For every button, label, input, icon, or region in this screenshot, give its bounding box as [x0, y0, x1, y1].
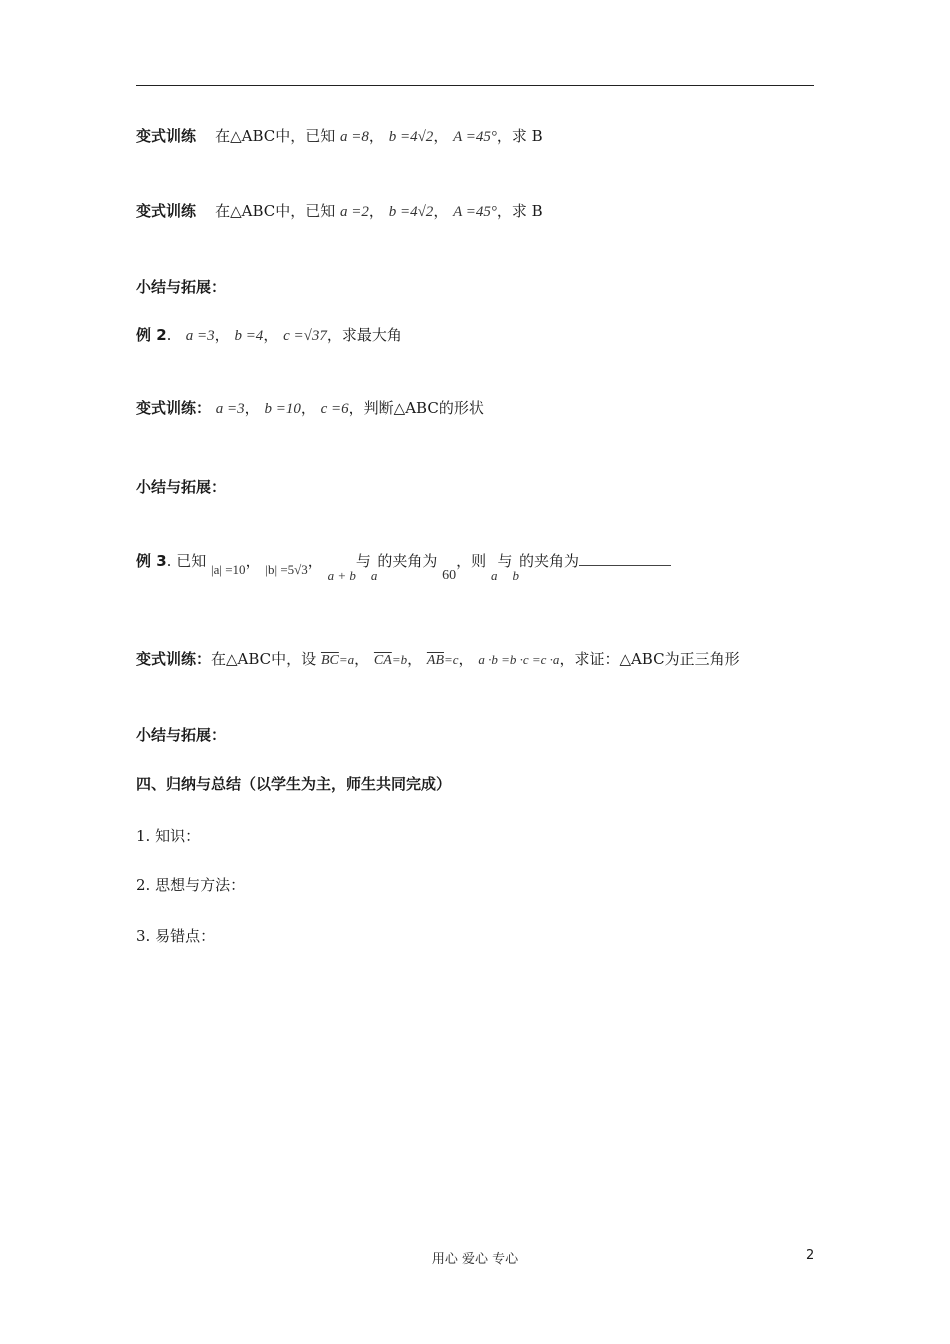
- list-item-methods: 2. 思想与方法：: [136, 876, 246, 894]
- example-2-line: [136, 324, 402, 347]
- math-angle-60: 60: [442, 568, 457, 583]
- math-b: b =4√2: [388, 204, 434, 220]
- summary-heading-1: 小结与拓展：: [136, 278, 227, 296]
- separator: ，: [368, 202, 384, 220]
- math-eq-c: =c: [444, 652, 459, 667]
- separator: .: [166, 326, 172, 344]
- example-question: ，求最大角: [326, 326, 402, 344]
- math-dot-products: a ·b =b ·c =c ·a: [478, 652, 560, 667]
- separator: ，: [458, 650, 474, 668]
- separator: ，: [300, 399, 316, 417]
- separator: ，: [244, 399, 260, 417]
- list-item-pitfalls: 3. 易错点：: [136, 927, 216, 945]
- math-angle: A =45°: [453, 204, 497, 220]
- exercise-question: ，判断△ABC的形状: [348, 399, 484, 417]
- math-a: a =3: [215, 401, 245, 417]
- separator: ，: [245, 552, 261, 570]
- math-b: b =10: [264, 401, 301, 417]
- footer-text: 用心 爱心 专心: [431, 1252, 519, 1267]
- exercise-text: 在△ABC中，已知: [215, 202, 336, 220]
- math-abs-a: |a| =10: [211, 562, 246, 577]
- exercise-label: 变式训练：: [136, 399, 212, 417]
- page-number: 2: [806, 1248, 815, 1263]
- summary-heading-2: 小结与拓展：: [136, 478, 227, 496]
- exercise-question: ，求证：△ABC为正三角形: [559, 650, 740, 668]
- exercise-line-1: [136, 125, 543, 148]
- example-text: . 已知: [166, 552, 207, 570]
- exercise-question: ，求 B: [496, 127, 543, 145]
- math-eq-a: =a: [338, 652, 355, 667]
- math-vec-a: a: [370, 568, 378, 583]
- separator: ，: [307, 552, 323, 570]
- exercise-text: 在△ABC中，设: [211, 650, 317, 668]
- text-then: ，则: [456, 552, 487, 570]
- math-abs-b: |b| =5√3: [265, 562, 308, 577]
- vec-bc: $\overline{BC}$: [320, 653, 339, 668]
- section-heading: 四、归纳与总结（以学生为主，师生共同完成）: [136, 775, 452, 793]
- math-b: b =4: [234, 328, 264, 344]
- separator: ，: [433, 127, 449, 145]
- text-angle-is-2: 的夹角为: [518, 552, 579, 570]
- exercise-line-2: [136, 200, 543, 223]
- separator: ，: [368, 127, 384, 145]
- text-angle-is: 的夹角为: [377, 552, 438, 570]
- separator: ，: [407, 650, 423, 668]
- separator: ，: [433, 202, 449, 220]
- separator: ，: [354, 650, 370, 668]
- exercise-line-3: [136, 397, 484, 420]
- exercise-text: 在△ABC中，已知: [215, 127, 336, 145]
- math-eq-b: =b: [391, 652, 408, 667]
- math-a-plus-b: a + b: [327, 568, 356, 583]
- math-vec-b: b: [512, 568, 519, 583]
- separator: ，: [214, 326, 230, 344]
- separator: ，: [263, 326, 279, 344]
- math-c: c =6: [320, 401, 349, 417]
- example-label: 例 3: [136, 552, 167, 570]
- example-3-line: [136, 550, 671, 583]
- vec-ca: $\overline{CA}$: [373, 653, 392, 668]
- exercise-question: ，求 B: [496, 202, 543, 220]
- exercise-label: 变式训练：: [136, 650, 212, 668]
- exercise-label: 变式训练: [136, 127, 197, 145]
- math-a: a =8: [340, 129, 369, 145]
- answer-blank: [579, 551, 671, 566]
- math-vec-a2: a: [490, 568, 498, 583]
- list-item-knowledge: 1. 知识：: [136, 827, 201, 845]
- text-with-2: 与: [497, 552, 513, 570]
- math-b: b =4√2: [388, 129, 434, 145]
- math-a: a =3: [185, 328, 215, 344]
- math-angle: A =45°: [453, 129, 497, 145]
- exercise-label: 变式训练: [136, 202, 197, 220]
- vec-ab: $\overline{AB}$: [426, 653, 444, 668]
- text-with: 与: [355, 552, 371, 570]
- math-c: c =√37: [283, 328, 327, 344]
- exercise-line-4: [136, 648, 740, 672]
- summary-heading-3: 小结与拓展：: [136, 726, 227, 744]
- header-rule: [136, 85, 814, 86]
- example-label: 例 2: [136, 326, 167, 344]
- math-a: a =2: [340, 204, 369, 220]
